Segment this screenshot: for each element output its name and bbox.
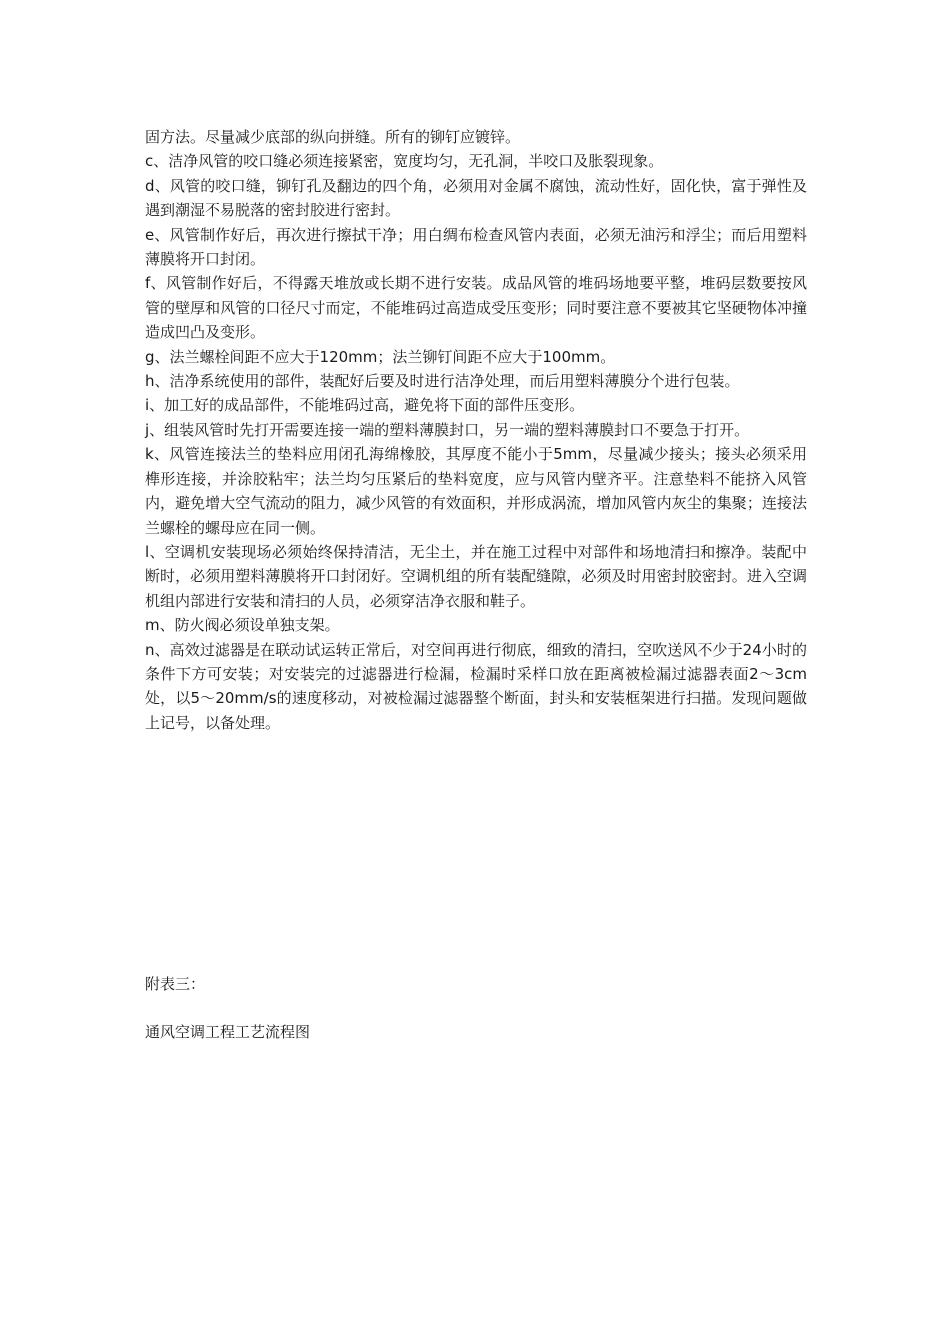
paragraph-n: n、高效过滤器是在联动试运转正常后，对空间再进行彻底，细致的清扫，空吹送风不少于24小时的条件下方可安装；对安装完的过滤器进行检漏，检漏时采样口放在距离被检漏过滤器表面2～3cm处，以5～20mm/s的速度移动，对被检漏过滤器整个断面，封头和安装框架进行扫描。发现问题做上记号，以备处理。 — [145, 640, 807, 732]
paragraph-g: g、法兰螺栓间距不应大于120mm；法兰铆钉间距不应大于100mm。 — [145, 347, 616, 366]
paragraph-c: c、洁净风管的咬口缝必须连接紧密，宽度均匀，无孔洞，半咬口及胀裂现象。 — [145, 152, 664, 171]
paragraph-intro: 固方法。尽量减少底部的纵向拼缝。所有的铆钉应镀锌。 — [145, 128, 521, 146]
paragraph-d: d、风管的咬口缝，铆钉孔及翻边的四个角，必须用对金属不腐蚀，流动性好，固化快，富于弹性及遇到潮湿不易脱落的密封胶进行密封。 — [145, 176, 807, 220]
paragraph-h: h、洁净系统使用的部件，装配好后要及时进行洁净处理，而后用塑料薄膜分个进行包装。 — [145, 372, 740, 391]
paragraph-f: f、风管制作好后，不得露天堆放或长期不进行安装。成品风管的堆码场地要平整，堆码层数要按风管的壁厚和风管的口径尺寸而定，不能堆码过高造成受压变形；同时要注意不要被其它坚硬物体冲撞造成凹凸及变形。 — [145, 274, 807, 342]
appendix-label: 附表三： — [145, 975, 206, 993]
paragraph-m: m、防火阀必须设单独支架。 — [145, 616, 340, 635]
paragraph-e: e、风管制作好后，再次进行擦拭干净；用白绸布检查风管内表面，必须无油污和浮尘；而后用塑料薄膜将开口封闭。 — [145, 225, 807, 269]
paragraph-i: i、加工好的成品部件，不能堆码过高，避免将下面的部件压变形。 — [145, 396, 585, 415]
flowchart-title: 通风空调工程工艺流程图 — [145, 1023, 311, 1041]
body-text — [145, 125, 807, 735]
paragraph-l: l、空调机安装现场必须始终保持清洁，无尘土，并在施工过程中对部件和场地清扫和擦净。装配中断时，必须用塑料薄膜将开口封闭好。空调机组的所有装配缝隙，必须及时用密封胶密封。进入空调机组内部进行安装和清扫的人员，必须穿洁净衣服和鞋子。 — [145, 542, 807, 610]
paragraph-k: k、风管连接法兰的垫料应用闭孔海绵橡胶，其厚度不能小于5mm，尽量减少接头；接头必须采用榫形连接，并涂胶粘牢；法兰均匀压紧后的垫料宽度，应与风管内壁齐平。注意垫料不能挤入风管内，避免增大空气流动的阻力，减少风管的有效面积，并形成涡流，增加风管内灰尘的集聚；连接法兰螺栓的螺母应在同一侧。 — [145, 445, 807, 537]
paragraph-j: j、组装风管时先打开需要连接一端的塑料薄膜封口，另一端的塑料薄膜封口不要急于打开。 — [145, 420, 750, 439]
